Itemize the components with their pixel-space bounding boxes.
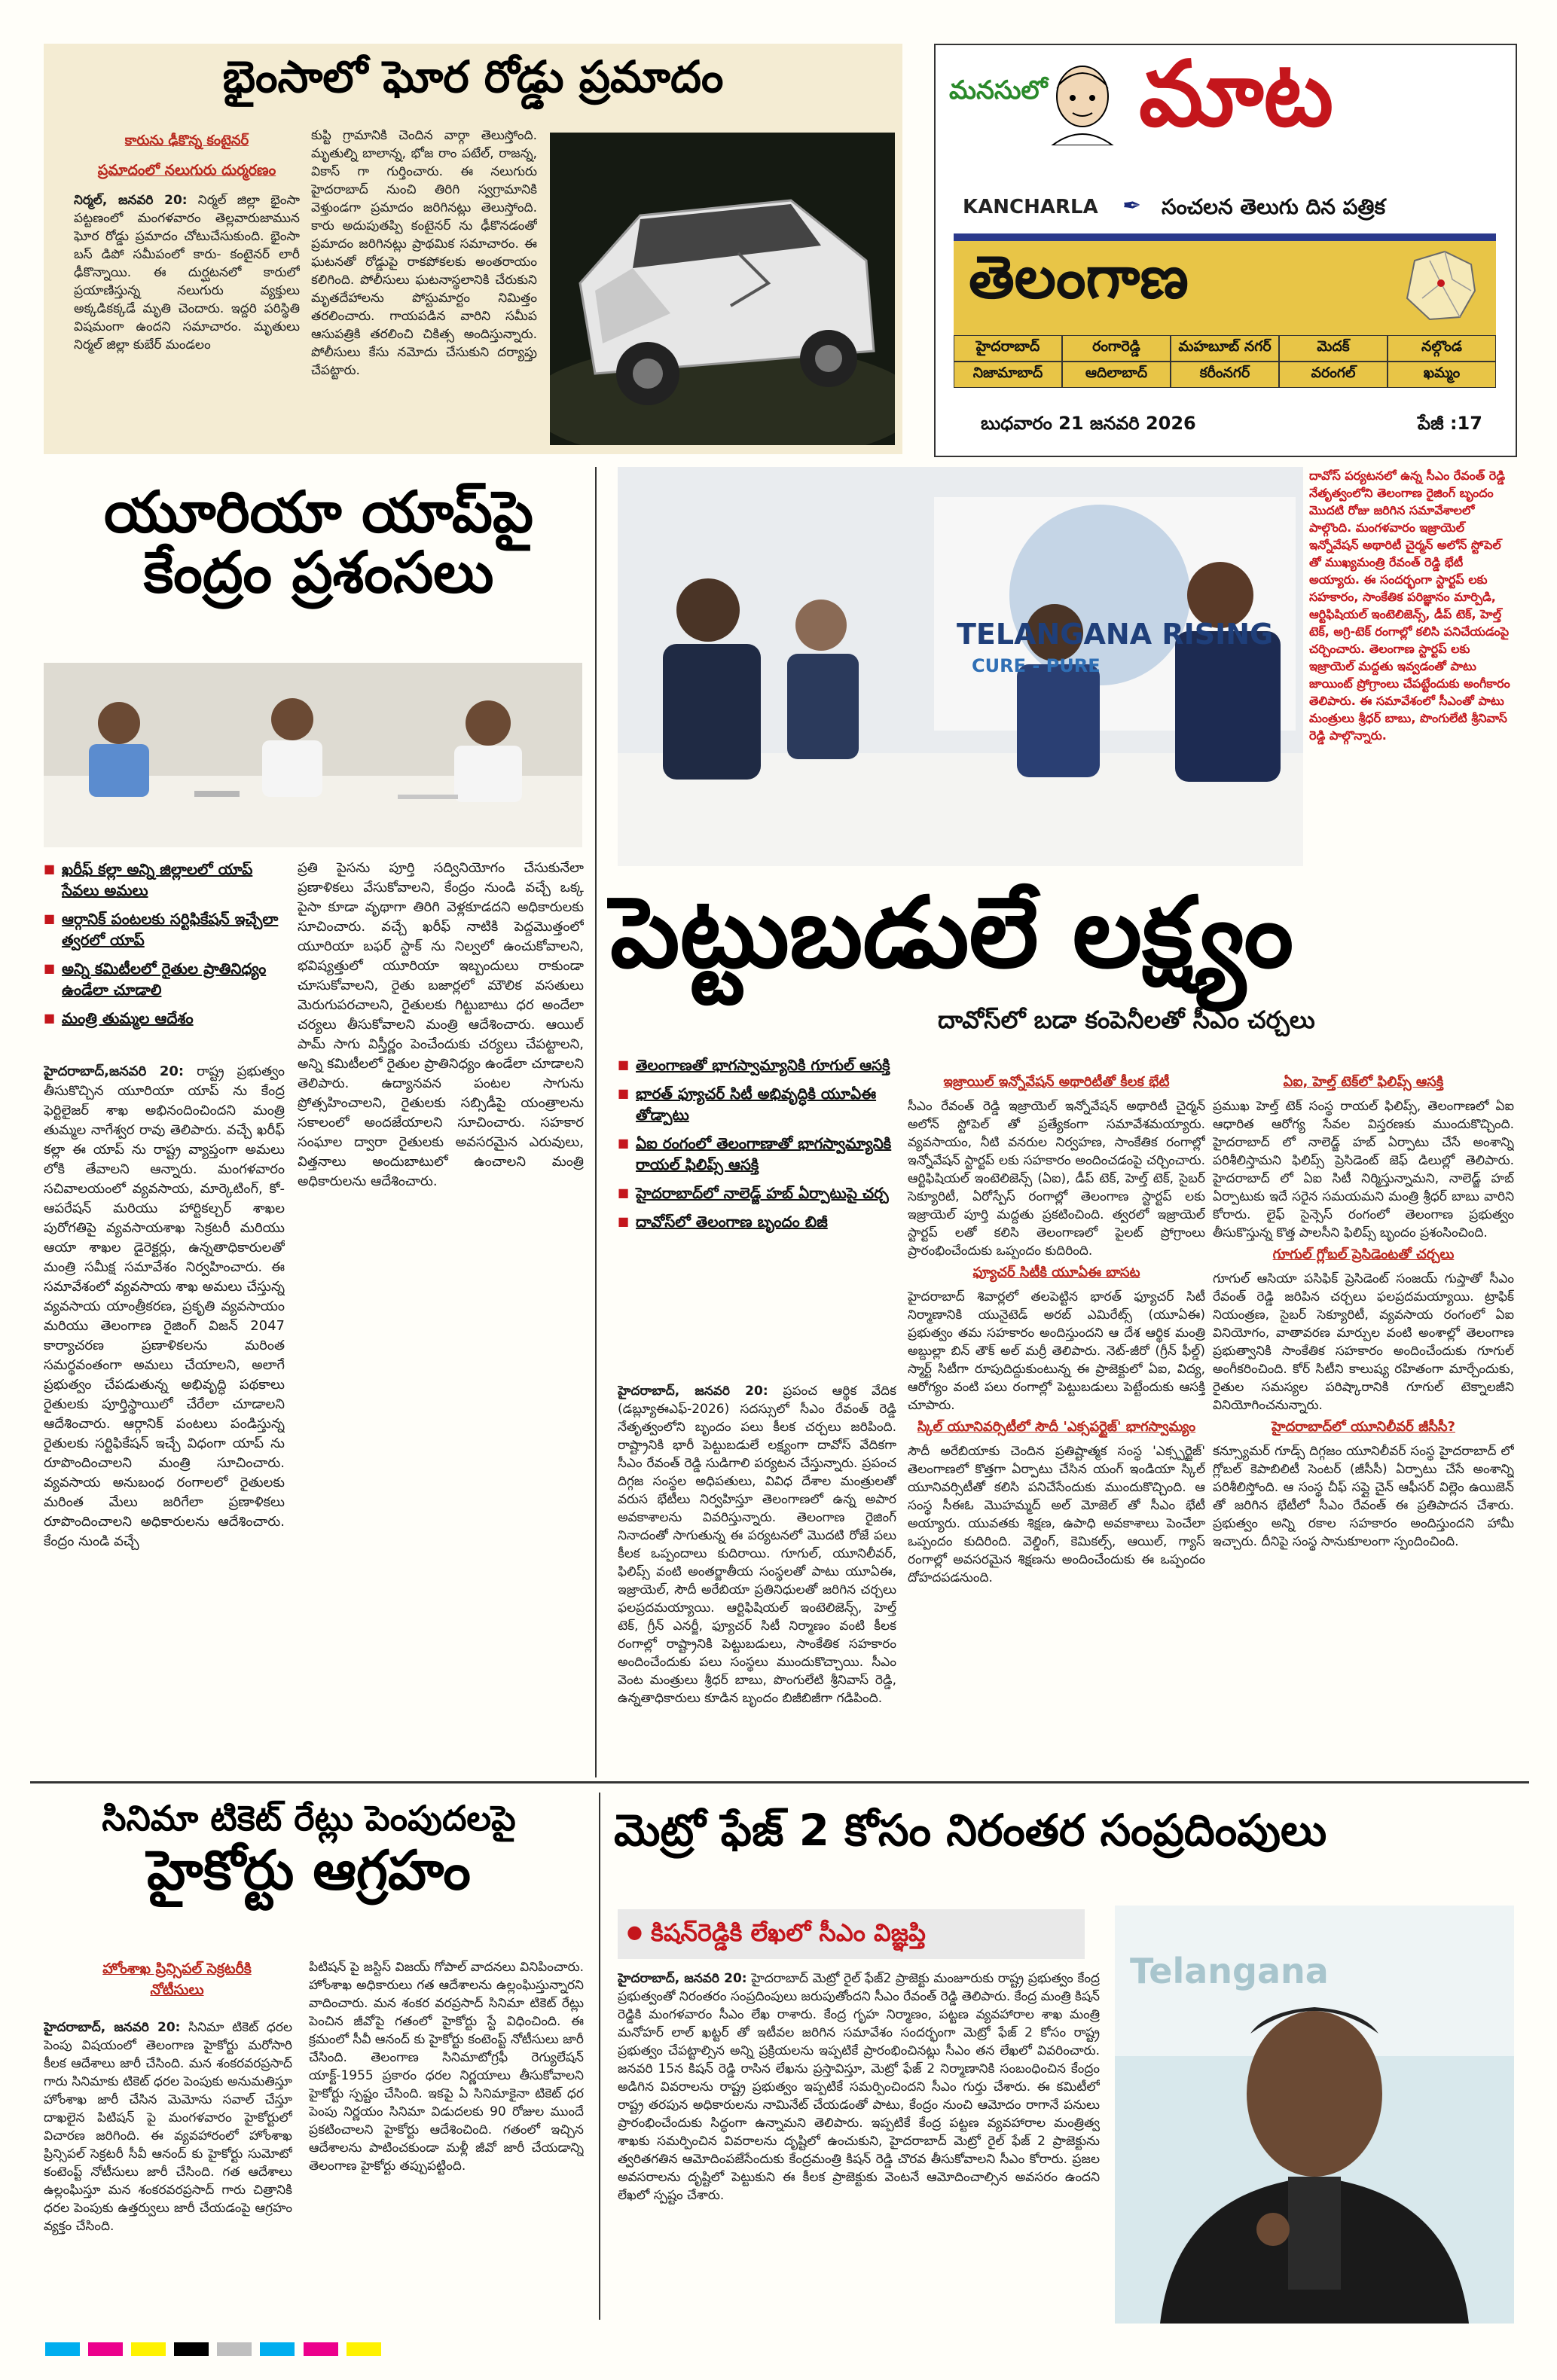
cities-row-1 (954, 335, 1496, 362)
divider (595, 467, 597, 1777)
urea-headline: యూరియా యాప్‌పై కేంద్రం ప్రశంసలు (103, 478, 533, 606)
city: మెదక్ (1279, 335, 1388, 362)
city: హైదరాబాద్ (954, 335, 1062, 362)
davos-col2 (908, 1069, 1205, 1747)
city: ఆదిలాబాద్ (1062, 362, 1171, 388)
accident-story (44, 44, 902, 454)
cinema-kicker: హోంశాఖ ప్రిన్సిపల్ సెక్రటరీకి నోటీసులు (102, 1960, 252, 1998)
davos-sec1-body: సీఎం రేవంత్ రెడ్డి ఇజ్రాయెల్ ఇన్నోవేషన్ అథారిటీ చైర్మన్ అలోన్ స్టోపెల్ తో ప్రత్యేకంగా సమావేశమయ్యారు. వ్యవసాయం, నీటి వనరుల నిర్వహణ, సాంకేతిక రంగాల్లో ఇన్నోవేషన్ స్టార్టప్ లకు సహకారం అందించడంపై చర్చించారు. ఆర్టిఫిషియల్ ఇంటెలిజెన్స్ (ఏఐ), డీప్ టెక్, హెల్త్ టెక్, సైబర్ సెక్యూరిటీ, ఏరోస్పేస్ రంగాల్లో తెలంగాణ స్టార్టప్ లకు ఇజ్రాయెల్ పూర్తి మద్దతు ప్రకటించింది. త్వరలో ఇజ్రాయెల్ స్టార్టప్ లతో కలిసి తెలంగాణలో పైలట్ ప్రోగ్రాంలు ప్రారంభించేందుకు ఒప్పందం కుదిరింది. (908, 1099, 1205, 1259)
davos-bullet: ■ తెలంగాణతో భాగస్వామ్యానికి గూగుల్ ఆసక్తి (618, 1054, 896, 1076)
accident-kicker-2: ప్రమాదంలో నలుగురు దుర్మరణం (97, 162, 276, 178)
davos-subheadline: దావోస్‌లో బడా కంపెనీలతో సీఎం చర్చలు (938, 1005, 1315, 1034)
reg-swatch (88, 2342, 123, 2356)
cinema-col2: పిటిషన్ పై జస్టిస్ విజయ్ గోపాల్ వాదనలు వినిపించారు. హోంశాఖ అధికారులు గత ఆదేశాలను ఉల్లంఘిస్తున్నారని వాదించారు. మన శంకర వరప్రసాద్ సినిమా టికెట్ రేట్లు పెంచిన జీవోపై గతంలో హైకోర్టు స్టే విధించింది. ఈ క్రమంలో సీవీ ఆనంద్ కు హైకోర్టు కంటెంప్ట్ నోటీసులు జారీ చేసింది. తెలంగాణ సినిమాటోగ్రఫీ రెగ్యులేషన్ యాక్ట్-1955 ప్రకారం ధరల నిర్ణయాలు తీసుకోవాలని హైకోర్టు స్పష్టం చేసింది. ఇకపై ఏ సినిమాకైనా టికెట్ ధర పెంపు నిర్ణయం సినిమా విడుదలకు 90 రోజుల ముందే ప్రకటించాలని హైకోర్టు ఆదేశించింది. గతంలో ఇచ్చిన ఆదేశాలను పాటించకుండా మళ్లీ జీవో జారీ చేయడాన్ని తెలంగాణ హైకోర్టు తప్పుపట్టింది. (309, 1960, 584, 2174)
masthead-pen-icon: ✒ (1122, 193, 1142, 219)
davos-sec2-body: హైదరాబాద్ శివార్లలో తలపెట్టిన భారత్ ఫ్యూచర్ సిటీ నిర్మాణానికి యునైటెడ్ అరబ్ ఎమిరేట్స్ (యూఏఈ) ప్రభుత్వం తమ సహకారం అందిస్తుందని ఆ దేశ ఆర్థిక మంత్రి అబ్దుల్లా బిన్ తౌక్ అల్ మర్రీ తెలిపారు. నెట్-జీరో (గ్రీన్ ఫీల్డ్) స్మార్ట్ సిటీగా రూపుదిద్దుకుంటున్న ఈ ప్రాజెక్టులో ఏఐ, విద్య, ఆరోగ్యం వంటి పలు రంగాల్లో పెట్టుబడులు పెట్టేందుకు ఆసక్తి చూపారు. (908, 1289, 1205, 1413)
masthead-founder: KANCHARLA (963, 196, 1098, 218)
city: రంగారెడ్డి (1062, 335, 1171, 362)
reg-swatch (131, 2342, 166, 2356)
cinema-headline: సినిమా టికెట్ రేట్లు పెంపుదలపై హైకోర్టు ఆగ్రహం (102, 1798, 516, 1902)
urea-bullets (44, 859, 285, 1036)
registration-marks (45, 2342, 1514, 2360)
urea-col1: హైదరాబాద్,జనవరి 20: రాష్ట్ర ప్రభుత్వం తీసుకొచ్చిన యూరియా యాప్ ను కేంద్ర ఫెర్టిలైజర్ శాఖ అభినందించిందని మంత్రి తుమ్మల నాగేశ్వర రావు తెలిపారు. వచ్చే ఖరీఫ్ కల్లా ఈ యాప్ ను రాష్ట్ర వ్యాప్తంగా అమలు లోకి తేవాలని ఆన్నారు. మంగళవారం సచివాలయంలో వ్యవసాయ, మార్కెటింగ్, కో-ఆపరేషన్ మరియు హార్టికల్చర్ శాఖల పురోగతిపై వ్యవసాయశాఖ సెక్రటరీ మరియు ఆయా శాఖల డైరెక్టర్లు, ఉన్నతాధికారులతో మంత్రి సమీక్ష సమావేశం నిర్వహించారు. ఈ సమావేశంలో వ్యవసాయ శాఖ అమలు చేస్తున్న వ్యవసాయ యాంత్రీకరణ, ప్రకృతి వ్యవసాయం మరియు తెలంగాణ రైజింగ్ విజన్ 2047 కార్యాచరణ ప్రణాళికలను మరింత సమర్థవంతంగా అమలు చేయాలని, అలాగే ప్రభుత్వం చేపడుతున్న అభివృద్ధి పథకాలు రైతులకు పూర్తిస్థాయిలో చేరేలా చూడాలని ఆదేశించారు. ఆర్గానిక్ పంటలు పండిస్తున్న రైతులకు సర్టిఫికేషన్ ఇచ్చే విధంగా యాప్ ను రూపొందించాలని మంత్రి సూచించారు. వ్యవసాయ అనుబంధ రంగాలలో రైతులకు మరింత మేలు జరిగేలా ప్రణాళికలు రూపొందించాలని అధికారులను ఆదేశించారు. కేంద్రం నుండి వచ్చే (44, 1063, 285, 1549)
davos-lead: హైదరాబాద్, జనవరి 20: ప్రపంచ ఆర్థిక వేదిక (డబ్ల్యూఈఎఫ్-2026) సదస్సులో సీఎం రేవంత్ రెడ్డి నేతృత్వంలోని బృందం పలు కీలక చర్చలు జరిపింది. రాష్ట్రానికి భారీ పెట్టుబడులే లక్ష్యంగా దావోస్ వేదికగా సీఎం రేవంత్ రెడ్డి సుడిగాలి పర్యటన చేస్తున్నారు. ప్రపంచ దిగ్గజ సంస్థల అధిపతులు, వివిధ దేశాల మంత్రులతో వరుస భేటీలు నిర్వహిస్తూ తెలంగాణలో ఉన్న అపార అవకాశాలను వివరిస్తున్నారు. తెలంగాణ రైజింగ్ నినాదంతో సాగుతున్న ఈ పర్యటనలో మొదటి రోజే పలు కీలక ఒప్పందాలు కుదిరాయి. గూగుల్, యూనిలీవర్, ఫిలిప్స్ వంటి అంతర్జాతీయ సంస్థలతో పాటు యూఏఈ, ఇజ్రాయెల్, సౌదీ అరేబియా ప్రతినిధులతో జరిగిన చర్చలు ఫలప్రదమయ్యాయి. ఆర్టిఫిషియల్ ఇంటెలిజెన్స్, హెల్త్ టెక్, గ్రీన్ ఎనర్జీ, ఫ్యూచర్ సిటీ నిర్మాణం వంటి కీలక రంగాల్లో రాష్ట్రానికి పెట్టుబడులు, సాంకేతిక సహకారం అందించేందుకు పలు సంస్థలు ముందుకొచ్చాయి. సీఎం వెంట మంత్రులు శ్రీధర్ బాబు, పొంగులేటి శ్రీనివాస్ రెడ్డి, ఉన్నతాధికారులు కూడిన బృందం బిజీబిజీగా గడిపింది. (618, 1384, 896, 1706)
metro-photo-text: Telangana (1130, 1951, 1329, 1991)
city: మహబూబ్ నగర్ (1171, 335, 1279, 362)
urea-meeting-photo (44, 663, 582, 847)
davos-headline: పెట్టుబడులే లక్ష్యం (610, 875, 1294, 990)
masthead-edition: తెలంగాణ (969, 244, 1189, 312)
metro-kicker: కిషన్‌రెడ్డికి లేఖలో సీఎం విజ్ఞప్తి (651, 1918, 926, 1947)
masthead-date: బుధవారం 21 జనవరి 2026 (981, 413, 1196, 434)
urea-bullet: ■ ఆర్గానిక్ పంటలకు సర్టిఫికేషన్ ఇచ్చేలా త్వరలో యాప్ (44, 908, 285, 950)
metro-body: హైదరాబాద్, జనవరి 20: హైదరాబాద్ మెట్రో రైల్ ఫేజ్2 ప్రాజెక్టు మంజూరుకు రాష్ట్ర ప్రభుత్వం కేంద్ర ప్రభుత్వంతో నిరంతరం సంప్రదింపులు జరుపుతోందని సీఎం రేవంత్ రెడ్డి తెలిపారు. కేంద్ర మంత్రి కిషన్ రెడ్డికి మంగళవారం సీఎం లేఖ రాశారు. కేంద్ర గృహ నిర్మాణం, పట్టణ వ్యవహారాల శాఖ మంత్రి మనోహర్ లాల్ ఖట్టర్ తో ఇటీవల జరిగిన సమావేశం సందర్భంగా మెట్రో ఫేజ్ 2 కోసం రాష్ట్ర ప్రభుత్వం చేపట్టాల్సిన అన్ని ప్రక్రియలను ఇప్పటికే ప్రారంభించినట్లు సీఎం తన లేఖలో వివరించారు. జనవరి 15న కిషన్ రెడ్డి రాసిన లేఖను ప్రస్తావిస్తూ, మెట్రో ఫేజ్ 2 నిర్మాణానికి సంబంధించిన కేంద్రం అడిగిన వివరాలను రాష్ట్ర ప్రభుత్వం ఇప్పటికే సమర్పించిందని సీఎం గుర్తు చేశారు. ఈ కమిటీలో రాష్ట్ర తరపున అధికారులను నామినేట్ చేయడంతో పాటు, కేంద్రం నుంచి ఆమోదం రాగానే పనులు ప్రారంభించేందుకు సిద్ధంగా ఉన్నామని తెలిపారు. ఇప్పటికే కేంద్ర పట్టణ వ్యవహారాల మంత్రిత్వ శాఖకు సమర్పించిన వివరాలను దృష్టిలో ఉంచుకుని, హైదరాబాద్ మెట్రో రైల్ ఫేజ్ 2 ప్రాజెక్టును త్వరితగతిన ఆమోదింపజేసేందుకు కేంద్రమంత్రి కిషన్ రెడ్డి చొరవ తీసుకోవాలని సీఎం కోరారు. ప్రజల అవసరాలను దృష్టిలో పెట్టుకుని ఈ కీలక ప్రాజెక్టుకు వెంటనే ఆమోదించాల్సిన అవసరం ఉందని లేఖలో స్పష్టం చేశారు. (618, 1971, 1100, 2203)
masthead-brand-small: మనసులో (949, 75, 1048, 105)
reg-swatch (304, 2342, 338, 2356)
metro-kicker-box (618, 1909, 1085, 1959)
davos-sec2-title: ఫ్యూచర్ సిటీకి యూఏఈ బాసట (972, 1265, 1140, 1280)
city: కరీంనగర్ (1171, 362, 1279, 388)
telangana-map-icon (1400, 246, 1482, 325)
urea-bullet: ■ అన్ని కమిటీలలో రైతుల ప్రాతినిధ్యం ఉండేలా చూడాలి (44, 958, 285, 1000)
davos-sec3-body: సౌదీ అరేబియాకు చెందిన ప్రతిష్టాత్మక సంస్థ 'ఎక్స్పర్టైజ్' తెలంగాణలో కొత్తగా ఏర్పాటు చేసిన యంగ్ ఇండియా స్కిల్ యూనివర్సిటీతో కలిసి పనిచేసేందుకు ముందుకొచ్చింది. ఆ సంస్థ సీఈఓ మొహమ్మద్ అల్ మోజెల్ తో సీఎం భేటీ అయ్యారు. యువతకు శిక్షణ, ఉపాధి అవకాశాలు పెంచేలా ఒప్పందం కుదిరింది. వెల్డింగ్, కెమికల్స్, ఆయిల్, గ్యాస్ రంగాల్లో అవసరమైన శిక్షణను అందించేందుకు ఈ ఒప్పందం దోహదపడనుంది. (908, 1444, 1205, 1585)
city: నల్గొండ (1388, 335, 1496, 362)
bullet-icon: ● (627, 1921, 643, 1942)
davos-col3 (1213, 1069, 1514, 1747)
davos-sec5-title: గూగుల్ గ్లోబల్ ప్రెసిడెంటతో చర్చలు (1272, 1246, 1455, 1262)
davos-photo-banner: TELANGANA RISING (957, 618, 1274, 651)
davos-sec5-body: గూగుల్ ఆసియా పసిఫిక్ ప్రెసిడెంట్ సంజయ్ గుప్తాతో సీఎం రేవంత్ రెడ్డి జరిపిన చర్చలు ఫలప్రదమయ్యాయి. ట్రాఫిక్ నియంత్రణ, సైబర్ సెక్యూరిటీ, వ్యవసాయ రంగంలో ఏఐ వినియోగం, వాతావరణ మార్పుల వంటి అంశాల్లో తెలంగాణ ప్రభుత్వానికి సాంకేతిక సహకారం అందించేందుకు గూగుల్ అంగీకరించింది. కోర్ సిటీని కాలుష్య రహితంగా మార్చేందుకు, రైతుల సమస్యల పరిష్కారానికి గూగుల్ టెక్నాలజీని వినియోగించనున్నారు. (1213, 1271, 1514, 1413)
davos-sec6-title: హైదరాబాద్‌లో యూనిలీవర్ జీసీసీ? (1271, 1419, 1455, 1435)
metro-headline: మెట్రో ఫేజ్ 2 కోసం నిరంతర సంప్రదింపులు (614, 1805, 1327, 1856)
urea-col2: ప్రతి పైసను పూర్తి సద్వినియోగం చేసుకునేలా ప్రణాళికలు వేసుకోవాలని, కేంద్రం నుండి వచ్చే ఒక్క పైసా కూడా వృథాగా తిరిగి వెళ్లకూడదని అధికారులకు సూచించారు. వచ్చే ఖరీఫ్ నాటికి పెద్దమొత్తంలో యూరియా బఫర్ స్టాక్ ను నిల్వలో ఉంచుకోవాలని, భవిష్యత్తులో యూరియా ఇబ్బందులు రాకుండా చూసుకోవాలని, రైతు బజార్లలో మౌలిక వసతులు మెరుగుపరచాలని, రైతులకు గిట్టుబాటు ధర అందేలా చర్యలు తీసుకోవాలని మంత్రి ఆదేశించారు. ఆయిల్ పామ్ సాగు విస్తీర్ణం పెంచేందుకు చర్యలు చేపట్టాలని, అన్ని కమిటీలలో రైతుల ప్రాతినిధ్యం ఉండేలా చూడాలని తెలిపారు. ఉద్యానవన పంటల సాగును ప్రోత్సహించాలని, రైతులకు సబ్సిడీపై యంత్రాలను సకాలంలో అందజేయాలని సూచించారు. సహకార సంఘాల ద్వారా రైతులకు అవసరమైన ఎరువులు, విత్తనాలు అందుబాటులో ఉంచాలని మంత్రి అధికారులను ఆదేశించారు. (298, 860, 584, 1189)
masthead-page: పేజీ :17 (1418, 413, 1482, 434)
davos-photo (618, 467, 1303, 866)
davos-bullet: ■ దావోస్‌లో తెలంగాణ బృందం బిజీ (618, 1211, 896, 1232)
metro-cm-photo (1115, 1906, 1514, 2324)
masthead-tagline: సంచలన తెలుగు దిన పత్రిక (1162, 194, 1386, 219)
davos-sec6-body: కన్స్యూమర్ గూడ్స్ దిగ్గజం యూనిలీవర్ సంస్థ హైదరాబాద్ లో గ్లోబల్ కెపాబిలిటీ సెంటర్ (జీసీసీ) ఏర్పాటు చేసే అంశాన్ని పరిశీలిస్తోంది. ఆ సంస్థ చీఫ్ సప్లై చైన్ ఆఫీసర్ విల్లెం ఉయిజెన్ తో జరిగిన భేటీలో సీఎం రేవంత్ ఈ ప్రతిపాదన చేశారు. ప్రభుత్వం అన్ని రకాల సహకారం అందిస్తుందని హామీ ఇచ్చారు. దీనిపై సంస్థ సానుకూలంగా స్పందించింది. (1213, 1444, 1514, 1549)
reg-swatch (45, 2342, 80, 2356)
davos-bullets (618, 1054, 896, 1240)
reg-swatch (260, 2342, 295, 2356)
reg-swatch (217, 2342, 252, 2356)
davos-bullet: ■ భారత్ ఫ్యూచర్ సిటీ అభివృద్ధికి యూఏఈ తోడ్పాటు (618, 1083, 896, 1125)
accident-headline: భైంసాలో ఘోర రోడ్డు ప్రమాదం (222, 51, 724, 102)
divider (599, 1793, 600, 2320)
davos-bullet: ■ హైదరాబాద్‌లో నాలెడ్జ్ హబ్ ఏర్పాటుపై చర్చ (618, 1182, 896, 1204)
davos-sec4-title: ఏఐ, హెల్త్ టెక్‌లో ఫిలిప్స్ ఆసక్తి (1283, 1074, 1444, 1090)
city: నిజామాబాద్ (954, 362, 1062, 388)
masthead-cities (954, 335, 1496, 388)
davos-sec4-body: ప్రముఖ హెల్త్ టెక్ సంస్థ రాయల్ ఫిలిప్స్, తెలంగాణలో ఏఐ ఆధారిత ఆరోగ్య సేవల విస్తరణకు ముందుకొచ్చింది. హైదరాబాద్ లో నాలెడ్జ్ హబ్ ఏర్పాటు చేసే అంశాన్ని పరిశీలిస్తామని ఫిలిప్స్ ప్రెసిడెంట్ జెఫ్ డిలుల్లో తెలిపారు. హైదరాబాద్ లో ఏఐ సిటీ నిర్మిస్తున్నామని, నాలెడ్జ్ హబ్ ఏర్పాటుకు ఇదే సరైన సమయమని మంత్రి శ్రీధర్ బాబు వారిని కోరారు. లైఫ్ సైన్సెస్ రంగంలో తెలంగాణ ప్రభుత్వం తీసుకొస్తున్న కొత్త పాలసీని ఫిలిప్స్ బృందం ప్రశంసించింది. (1213, 1099, 1514, 1240)
accident-photo (550, 133, 895, 445)
masthead-logo-avatar (1041, 59, 1124, 145)
davos-sec1-title: ఇజ్రాయిల్ ఇన్నోవేషన్ అథారిటీతో కీలక భేటీ (943, 1074, 1170, 1090)
urea-bullet: ■ ఖరీఫ్ కల్లా అన్ని జిల్లాలలో యాప్ సేవలు అమలు (44, 859, 285, 901)
masthead (934, 44, 1517, 457)
reg-swatch (174, 2342, 209, 2356)
davos-photo-sub: CURE - PURE (972, 655, 1101, 676)
urea-bullet: ■ మంత్రి తుమ్మల ఆదేశం (44, 1008, 285, 1029)
city: ఖమ్మం (1388, 362, 1496, 388)
davos-sec3-title: స్కిల్ యూనివర్సిటీలో సౌదీ 'ఎక్సపర్టైజ్' భాగస్వామ్యం (917, 1419, 1196, 1435)
city: వరంగల్ (1279, 362, 1388, 388)
accident-col1: నిర్మల్, జనవరి 20: నిర్మల్ జిల్లా భైంసా పట్టణంలో మంగళవారం తెల్లవారుజామున ఘోర రోడ్డు ప్రమాదం చోటుచేసుకుంది. భైంసా బస్ డిపో సమీపంలో కారు- కంటైనర్ లారీ ఢీకొన్నాయి. ఈ దుర్ఘటనలో కారులో ప్రయాణిస్తున్న నలుగురు వ్యక్తులు అక్కడికక్కడే మృతి చెందారు. ఇద్దరి పరిస్థితి విషమంగా ఉందని సమాచారం. మృతులు నిర్మల్ జిల్లా కుబేర్ మండలం (74, 193, 300, 352)
cities-row-2 (954, 362, 1496, 388)
accident-kicker: కారును ఢీకొన్న కంటైనర్ (124, 133, 249, 148)
accident-col2: కుప్టి గ్రామానికి చెందిన వార్గా తెలుస్తోంది. మృతుల్ని బాలాన్న, భోజ రాం పటేల్, రాజన్న, వికాస్ గా గుర్తించారు. ఈ నలుగురు హైదరాబాద్ నుంచి తిరిగి స్వగ్రామానికి వెళ్తుండగా ప్రమాదం జరిగినట్లు తెలుస్తోంది. కారు అదుపుతప్పి కంటైనర్ ను ఢీకొనడంతో ప్రమాదం జరిగినట్లు ప్రాథమిక సమాచారం. ఈ ఘటనతో రోడ్డుపై రాకపోకలకు అంతరాయం కలిగింది. పోలీసులు ఘటనాస్థలానికి చేరుకుని మృతదేహాలను పోస్టుమార్టం నిమిత్తం తరలించారు. గాయపడిన వారిని సమీప ఆసుపత్రికి తరలించి చికిత్స అందిస్తున్నారు. పోలీసులు కేసు నమోదు చేసుకుని దర్యాప్తు చేపట్టారు. (311, 128, 537, 378)
masthead-brand-large: మాట (1139, 42, 1334, 147)
masthead-edition-banner (954, 233, 1496, 335)
cinema-col1: హైదరాబాద్, జనవరి 20: సినిమా టికెట్ ధరల పెంపు విషయంలో తెలంగాణ హైకోర్టు మరోసారి కీలక ఆదేశాలు జారీ చేసింది. మన శంకరవరప్రసాద్ గారు సినిమాకు టికెట్ ధరల పెంపుకు అనుమతిస్తూ హోంశాఖ జారీ చేసిన మెమోను సవాల్ చేస్తూ దాఖలైన పిటిషన్ పై మంగళవారం హైకోర్టులో విచారణ జరిగింది. ఈ వ్యవహారంలో హోంశాఖ ప్రిన్సిపల్ సెక్రటరీ సీవీ ఆనంద్ కు హైకోర్టు సుమోటో కంటెంప్ట్ నోటీసులు జారీ చేసింది. గత ఆదేశాలు ఉల్లంఘిస్తూ మన శంకరవరప్రసాద్ గారు చిత్రానికి ధరల పెంపుకు ఉత్తర్వులు జారీ చేయడంపై ఆగ్రహం వ్యక్తం చేసింది. (44, 2020, 292, 2234)
reg-swatch (347, 2342, 381, 2356)
davos-bullet: ■ ఏఐ రంగంలో తెలంగాణాతో భాగస్వామ్యానికి రాయల్ ఫిలిప్స్ ఆసక్తి (618, 1133, 896, 1175)
divider (30, 1781, 1529, 1783)
davos-caption: దావోస్ పర్యటనలో ఉన్న సీఎం రేవంత్ రెడ్డి నేతృత్వంలోని తెలంగాణ రైజింగ్ బృందం మొదటి రోజు జరిగిన సమావేశాలలో పాల్గొంది. మంగళవారం ఇజ్రాయెల్ ఇన్నోవేషన్ అథారిటీ చైర్మన్ అలోన్ స్టోపెల్ తో ముఖ్యమంత్రి రేవంత్ రెడ్డి భేటీ అయ్యారు. ఈ సందర్భంగా స్టార్టప్ లకు సహకారం, సాంకేతిక పరిజ్ఞానం మార్పిడి, ఆర్టిఫిషియల్ ఇంటెలిజెన్స్, డీప్ టెక్, హెల్త్ టెక్, అగ్రి-టెక్ రంగాల్లో కలిసి పనిచేయడంపై చర్చించారు. తెలంగాణ స్టార్టప్ లకు ఇజ్రాయెల్ మద్దతు ఇవ్వడంతో పాటు జాయింట్ ప్రోగ్రాంలు చేపట్టేందుకు అంగీకారం తెలిపారు. ఈ సమావేశంలో సీఎంతో పాటు మంత్రులు శ్రీధర్ బాబు, పొంగులేటి శ్రీనివాస్ రెడ్డి పాల్గొన్నారు. (1309, 468, 1510, 743)
